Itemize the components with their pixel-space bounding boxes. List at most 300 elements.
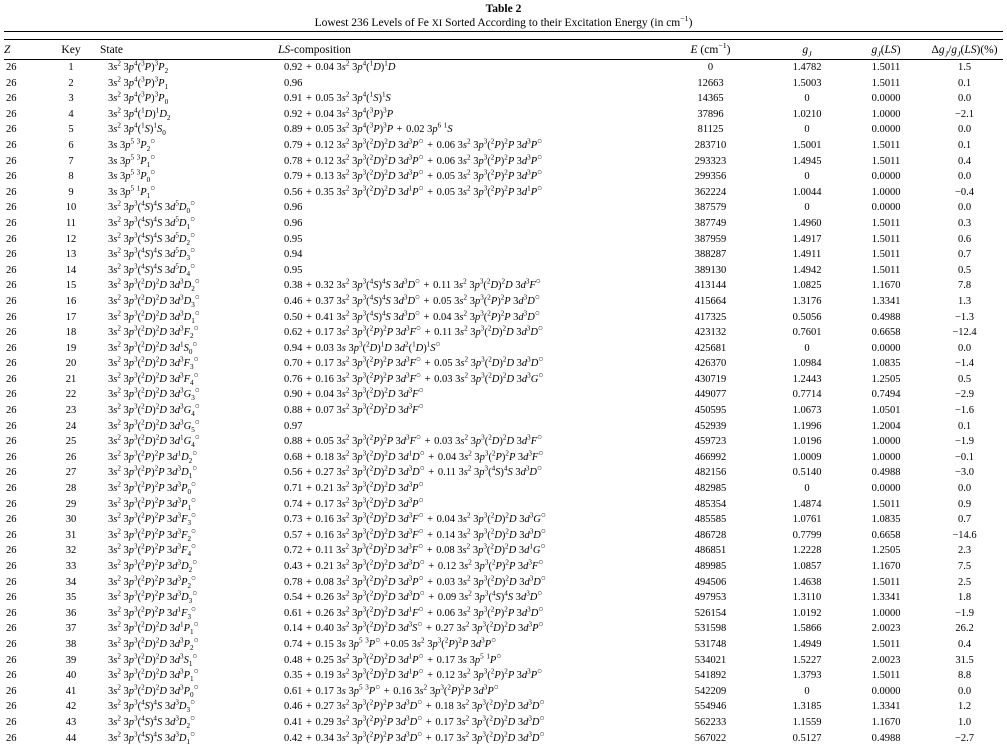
row-key: 31 <box>65 529 77 541</box>
row-state: 3s2 3p3(2D)2D 3d3P2○ <box>108 635 199 653</box>
row-delta-gj: 1.3 <box>957 295 972 307</box>
row-key: 15 <box>65 280 77 292</box>
row-gj: 1.1996 <box>792 420 822 432</box>
table-row <box>4 76 1003 92</box>
row-gj: 0 <box>804 93 810 105</box>
row-delta-gj: −12.4 <box>952 327 977 339</box>
row-z: 26 <box>6 217 17 229</box>
row-gj: 1.3185 <box>792 701 822 713</box>
row-z: 26 <box>6 592 17 604</box>
row-gj: 1.1559 <box>792 716 822 728</box>
row-energy: 426370 <box>694 358 727 370</box>
row-energy: 423132 <box>694 327 727 339</box>
table-subtitle-text: Lowest 236 Levels of Fe XI Sorted According to their Excitation Energy (in $cm^{-1}$) <box>314 14 693 29</box>
row-key: 44 <box>65 732 77 744</box>
row-key: 28 <box>65 483 77 495</box>
row-gj-ls: 1.5011 <box>871 638 901 650</box>
row-state: 3s $3p^5$ $^3P_2^○$ <box>108 136 156 154</box>
table-row <box>4 497 1003 513</box>
table-row <box>4 200 1003 216</box>
header-key: Key <box>42 40 100 60</box>
row-delta-gj: 0.7 <box>957 514 972 526</box>
row-delta-gj: 0.0 <box>957 171 972 183</box>
row-gj-ls: 1.0000 <box>871 451 901 463</box>
row-gj-ls: 1.0835 <box>871 514 901 526</box>
row-ls-composition: 0.57 + 0.16 3s2 3p3(2D)2D 3d3F○ + 0.14 3s2 3p3(2D)2D 3d3D○ <box>284 526 546 541</box>
row-key: 1 <box>68 62 74 73</box>
row-ls-composition: 0.79 + 0.13 $3s^2$ $3p^3(^2D)^2D$ $3d^3P^○ + 0.05$ $3s^2$ $3p^3(^2P)^2P$ $3d^3P^○$ <box>284 167 543 183</box>
table-row <box>4 263 1003 279</box>
table-row <box>4 91 1003 107</box>
row-key: 11 <box>65 217 77 229</box>
row-gj-ls: 0.6658 <box>871 327 901 339</box>
table-row <box>4 637 1003 653</box>
row-energy: 389130 <box>694 264 727 276</box>
row-key: 6 <box>68 139 74 151</box>
row-delta-gj: 0.0 <box>957 342 972 354</box>
row-ls-composition: 0.46 + 0.27 3s2 3p3(2P)2P 3d3D○ + 0.18 3s2 3p3(2D)2D 3d3D○ <box>284 697 545 713</box>
row-state: 3s2 3p3(2D)2D 3d3F4○ <box>108 370 199 387</box>
row-z: 26 <box>6 405 17 417</box>
row-energy: 387579 <box>694 202 727 214</box>
row-ls-composition: 0.88 + 0.07 3s2 3p3(2D)2D 3d3F○ <box>284 401 424 417</box>
row-key: 42 <box>65 701 77 713</box>
row-energy: 542209 <box>694 685 727 697</box>
row-key: 16 <box>65 295 77 307</box>
row-gj-ls: 2.0023 <box>871 654 901 666</box>
row-ls-composition: 0.88 + 0.05 3s2 3p3(2P)2P 3d3F○ + 0.03 3s2 3p3(2D)2D 3d3F○ <box>284 432 543 448</box>
row-gj: 1.4911 <box>792 249 822 261</box>
row-delta-gj: 1.2 <box>957 701 972 713</box>
row-ls-composition: 0.70 + 0.17 3s2 3p3(2P)2P 3d3F○ + 0.05 3s2 3p3(2D)2D 3d3D○ <box>284 354 544 370</box>
row-z: 26 <box>6 124 17 136</box>
row-state: 3s2 3p3(2D)2D 3d1P1○ <box>108 619 199 637</box>
row-state: 3s2 3p3(2P)2P 3d1F3○ <box>108 604 196 621</box>
row-delta-gj: 0.0 <box>957 685 972 697</box>
row-key: 5 <box>68 124 74 136</box>
row-energy: 388287 <box>694 249 727 261</box>
row-key: 32 <box>65 545 77 557</box>
row-delta-gj: −1.9 <box>954 436 975 448</box>
row-key: 12 <box>65 233 77 245</box>
row-state: 3s2 3p3(2P)2P 3d3F3○ <box>108 510 196 528</box>
row-gj: 0 <box>804 171 810 183</box>
row-delta-gj: 0.5 <box>957 373 972 385</box>
levels-table <box>4 39 1003 746</box>
row-gj-ls: 1.5011 <box>871 62 901 73</box>
row-gj-ls: 0.0000 <box>871 171 901 183</box>
row-energy: 485354 <box>694 498 727 510</box>
row-gj: 0 <box>804 483 810 495</box>
row-energy: 450595 <box>694 405 727 417</box>
row-z: 26 <box>6 638 17 650</box>
row-gj: 1.4874 <box>792 498 822 510</box>
row-key: 41 <box>65 685 77 697</box>
row-gj-ls: 1.3341 <box>871 295 901 307</box>
row-ls-composition: 0.68 + 0.18 3s2 3p3(2D)2D 3d1D○ + 0.04 3s2 3p3(2P)2P 3d3F○ <box>284 448 544 463</box>
row-delta-gj: −1.4 <box>954 358 975 370</box>
row-state: 3s2 3p3(2P)2P 3d3F2○ <box>108 526 196 543</box>
table-row <box>4 465 1003 481</box>
row-energy: 293323 <box>694 155 727 167</box>
row-gj: 1.4942 <box>792 264 822 276</box>
row-ls-composition: 0.96 <box>284 217 303 229</box>
row-state: 3s2 3p3(2D)2D 3d3P0○ <box>108 682 199 699</box>
row-key: 4 <box>68 108 74 120</box>
row-gj: 1.4638 <box>792 576 822 588</box>
header-energy: E $(cm^{-1})$ <box>653 40 768 60</box>
row-gj-ls: 1.0835 <box>871 358 901 370</box>
row-gj: 1.0044 <box>792 186 822 198</box>
table-row <box>4 590 1003 606</box>
row-z: 26 <box>6 420 17 432</box>
row-z: 26 <box>6 436 17 448</box>
row-state: $3s^2$ $3p^4(^1D)^1D_2$ <box>108 106 171 122</box>
row-z: 26 <box>6 93 17 105</box>
table-row <box>4 731 1003 747</box>
row-energy: 562233 <box>694 716 727 728</box>
table-subtitle <box>4 16 1003 31</box>
row-gj-ls: 1.1670 <box>871 716 901 728</box>
table-row <box>4 512 1003 528</box>
row-key: 29 <box>65 498 77 510</box>
table-top-rule <box>4 31 1003 34</box>
row-z: 26 <box>6 732 17 744</box>
row-gj-ls: 0.7494 <box>871 389 901 401</box>
row-gj: 1.4960 <box>792 217 822 229</box>
row-gj-ls: 0.0000 <box>871 93 901 105</box>
row-key: 19 <box>65 342 77 354</box>
row-key: 36 <box>65 607 77 619</box>
row-ls-composition: 0.56 + 0.35 $3s^2$ $3p^3(^2D)^2D$ $3d^1P^○ + 0.05$ $3s^2$ $3p^3(^2P)^2P$ $3d^1P^○$ <box>284 183 543 198</box>
row-state: 3s $3p^5$ $^3P_1^○$ <box>108 152 156 169</box>
row-gj-ls: 1.2004 <box>871 420 901 432</box>
row-energy: 417325 <box>694 311 727 323</box>
row-delta-gj: 0.0 <box>957 202 972 214</box>
row-z: 26 <box>6 576 17 588</box>
row-delta-gj: 0.4 <box>957 638 972 650</box>
row-key: 33 <box>65 561 77 572</box>
row-energy: 452939 <box>694 420 727 432</box>
row-ls-composition: 0.35 + 0.19 3s2 3p3(2D)2D 3d1P○ + 0.12 3s2 3p3(2P)2P 3d3P○ <box>284 666 543 682</box>
table-row <box>4 403 1003 419</box>
row-gj-ls: 1.2505 <box>871 373 901 385</box>
row-ls-composition: 0.78 + 0.12 $3s^2$ $3p^3(^2D)^2D$ $3d^3P^○ + 0.06$ $3s^2$ $3p^3(^2P)^2P$ $3d^3P^○$ <box>284 152 543 167</box>
row-state: 3s2 3p3(2D)2D 3d3G4○ <box>108 401 200 419</box>
row-key: 30 <box>65 514 77 526</box>
row-energy: 81125 <box>697 124 724 136</box>
row-state: 3s2 3p3(2P)2P 3d3P0○ <box>108 479 196 497</box>
row-gj: 1.5866 <box>792 623 822 635</box>
row-gj: 1.0009 <box>792 451 822 463</box>
row-delta-gj: 0.6 <box>957 233 972 245</box>
row-ls-composition: 0.95 <box>284 233 303 245</box>
row-z: 26 <box>6 498 17 510</box>
row-key: 7 <box>68 155 74 167</box>
row-energy: 0 <box>707 62 714 73</box>
row-gj-ls: 1.0000 <box>871 108 901 120</box>
row-gj: 1.0192 <box>792 607 822 619</box>
row-z: 26 <box>6 108 17 120</box>
table-row <box>4 684 1003 700</box>
row-state: 3s2 3p3(2P)2P 3d1D2○ <box>108 448 198 465</box>
row-delta-gj: 26.2 <box>955 623 974 635</box>
row-key: 13 <box>65 249 77 261</box>
row-key: 18 <box>65 327 77 339</box>
table-row <box>4 341 1003 357</box>
row-state: $3s^2$ $3p^4(^3P)^3P_2$ <box>108 59 169 76</box>
row-energy: 531598 <box>694 623 727 635</box>
row-delta-gj: 7.8 <box>957 280 972 292</box>
row-key: 40 <box>65 670 77 682</box>
table-row <box>4 450 1003 466</box>
row-z: 26 <box>6 529 17 541</box>
row-ls-composition: 0.43 + 0.21 3s2 3p3(2D)2D 3d3D○ + 0.12 3s2 3p3(2P)2P 3d3F○ <box>284 557 544 572</box>
row-state: 3s2 3p3(2P)2P 3d3D2○ <box>108 557 198 575</box>
table-row <box>4 60 1003 76</box>
row-delta-gj: −2.9 <box>954 389 975 401</box>
row-gj: 0.5127 <box>792 732 822 744</box>
row-gj-ls: 0.4988 <box>871 311 901 323</box>
row-gj: 1.2228 <box>792 545 822 557</box>
table-row <box>4 325 1003 341</box>
row-gj-ls: 0.0000 <box>871 124 901 136</box>
row-ls-composition: 0.56 + 0.27 3s2 3p3(2D)2D 3d3D○ + 0.11 3s2 3p3(4S)4S 3d3D○ <box>284 463 542 479</box>
row-energy: 531748 <box>694 638 727 650</box>
row-z: 26 <box>6 280 17 292</box>
table-row <box>4 216 1003 232</box>
table-row <box>4 387 1003 403</box>
row-z: 26 <box>6 545 17 557</box>
row-key: 24 <box>65 420 77 432</box>
row-z: 26 <box>6 716 17 728</box>
row-state: 3s2 3p3(2D)2D 3d3S1○ <box>108 651 198 668</box>
row-energy: 534021 <box>694 654 727 666</box>
row-delta-gj: 1.0 <box>957 716 972 728</box>
row-delta-gj: 1.5 <box>957 62 972 73</box>
row-energy: 489985 <box>694 561 727 572</box>
row-gj: 0.7601 <box>792 327 822 339</box>
row-state: $3s^2$ $3p^3(^4S)^4S$ $3d^5D_2^○$ <box>108 230 195 247</box>
row-key: 2 <box>68 77 74 89</box>
row-ls-composition: 0.94 <box>284 249 303 261</box>
row-gj-ls: 1.5011 <box>871 233 901 245</box>
row-ls-composition: 0.42 + 0.34 3s2 3p3(2P)2P 3d3D○ + 0.17 3s2 3p3(2D)2D 3d3D○ <box>284 729 545 744</box>
row-state: $3s^2$ $3p^4(^3P)^3P_1$ <box>108 75 169 91</box>
table-header <box>4 40 1003 60</box>
row-gj-ls: 1.5011 <box>871 264 901 276</box>
row-energy: 387959 <box>694 233 727 245</box>
row-gj: 1.2443 <box>792 373 822 385</box>
row-state: $3s^2$ $3p^3(^4S)^4S$ $3d^5D_0^○$ <box>108 198 195 216</box>
row-state: 3s2 3p3(2D)2D 3d3G5○ <box>108 417 200 434</box>
header-ls-composition: LS-composition <box>278 40 653 60</box>
row-ls-composition: 0.48 + 0.25 3s2 3p3(2D)2D 3d1P○ + 0.17 3s 3p5 1P○ <box>284 651 502 666</box>
table-row <box>4 559 1003 575</box>
row-gj-ls: 1.0000 <box>871 436 901 448</box>
row-key: 34 <box>65 576 77 588</box>
row-z: 26 <box>6 139 17 151</box>
row-gj: 0.7799 <box>792 529 822 541</box>
row-state: 3s $3p^5$ $^1P_1^○$ <box>108 183 156 200</box>
row-ls-composition: 0.61 + 0.26 3s2 3p3(2D)2D 3d1F○ + 0.06 3s2 3p3(2P)2P 3d3D○ <box>284 604 544 619</box>
table-row <box>4 543 1003 559</box>
row-delta-gj: −1.6 <box>954 405 975 417</box>
header-gj: $g_J$ <box>768 40 846 60</box>
row-key: 20 <box>65 358 77 370</box>
row-state: $3s^2$ $3p^4(^1S)^1S_0$ <box>108 121 166 138</box>
row-z: 26 <box>6 670 17 682</box>
row-energy: 486728 <box>694 529 727 541</box>
row-energy: 413144 <box>694 280 727 292</box>
row-ls-composition: 0.72 + 0.11 3s2 3p3(2D)2D 3d3F○ + 0.08 3s2 3p3(2D)2D 3d1G○ <box>284 541 546 557</box>
table-body <box>4 60 1003 747</box>
row-gj: 1.0673 <box>792 405 822 417</box>
row-state: 3s2 3p3(2D)2D 3d3F3○ <box>108 354 199 372</box>
row-gj: 1.0984 <box>792 358 822 370</box>
row-z: 26 <box>6 77 17 89</box>
row-ls-composition: 0.50 + 0.41 $3s^2$ $3p^3(^4S)^4S$ $3d^3D^○ + 0.04$ $3s^2$ $3p^3(^2P)^2P$ $3d^3D^○$ <box>284 308 540 323</box>
table-row <box>4 668 1003 684</box>
row-delta-gj: −2.7 <box>954 732 975 744</box>
row-delta-gj: 0.0 <box>957 124 972 136</box>
row-z: 26 <box>6 295 17 307</box>
table-row <box>4 621 1003 637</box>
row-delta-gj: 0.7 <box>957 249 972 261</box>
row-key: 39 <box>65 654 77 666</box>
row-gj: 1.0761 <box>792 514 822 526</box>
row-gj-ls: 0.0000 <box>871 202 901 214</box>
table-row <box>4 310 1003 326</box>
row-gj-ls: 0.6658 <box>871 529 901 541</box>
row-z: 26 <box>6 451 17 463</box>
row-state: 3s2 3p3(4S)4S 3d3D2○ <box>108 713 195 731</box>
row-delta-gj: 0.1 <box>957 420 972 432</box>
row-z: 26 <box>6 233 17 245</box>
row-gj-ls: 1.5011 <box>871 249 901 261</box>
row-gj: 1.4782 <box>792 62 822 73</box>
row-gj-ls: 1.5011 <box>871 498 901 510</box>
row-gj-ls: 0.0000 <box>871 685 901 697</box>
row-z: 26 <box>6 685 17 697</box>
row-gj: 1.0825 <box>792 280 822 292</box>
row-gj-ls: 1.5011 <box>871 155 901 167</box>
row-gj-ls: 1.5011 <box>871 77 901 89</box>
row-z: 26 <box>6 155 17 167</box>
row-state: $3s^2$ $3p^3(^2D)^2D$ $3d^1S_0^○$ <box>108 339 198 356</box>
header-gj-ls: $g_J(LS)$ <box>846 40 926 60</box>
header-row <box>4 40 1003 60</box>
row-ls-composition: 0.14 + 0.40 3s2 3p3(2D)2D 3d3S○ + 0.27 3s2 3p3(2D)2D 3d3P○ <box>284 619 544 635</box>
row-gj: 0 <box>804 202 810 214</box>
row-delta-gj: −0.4 <box>954 186 975 198</box>
row-delta-gj: −2.1 <box>954 108 975 120</box>
row-z: 26 <box>6 62 17 73</box>
row-state: $3s^2$ $3p^3(^2D)^2D$ $3d^3D_2^○$ <box>108 276 200 294</box>
row-z: 26 <box>6 483 17 495</box>
table-row <box>4 715 1003 731</box>
row-z: 26 <box>6 373 17 385</box>
row-delta-gj: 0.0 <box>957 483 972 495</box>
row-key: 26 <box>65 451 77 463</box>
row-z: 26 <box>6 342 17 354</box>
row-energy: 541892 <box>694 670 727 682</box>
row-key: 25 <box>65 436 77 448</box>
row-state: $3s^2$ $3p^3(^2D)^2D$ $3d^3D_3^○$ <box>108 292 200 309</box>
row-delta-gj: 1.8 <box>957 592 972 604</box>
row-gj-ls: 1.0501 <box>871 405 901 417</box>
row-state: $3s^2$ $3p^3(^4S)^4S$ $3d^5D_3^○$ <box>108 245 195 263</box>
row-ls-composition: 0.89 + 0.05 $3s^2$ $3p^4(^3P)^3P + 0.02$ $3p^6$ $^1$S <box>284 121 453 136</box>
row-ls-composition: 0.76 + 0.16 3s2 3p3(2P)2P 3d3F○ + 0.03 3s2 3p3(2D)2D 3d3G○ <box>284 370 544 385</box>
row-gj-ls: 1.5011 <box>871 217 901 229</box>
row-ls-composition: 0.46 + 0.37 $3s^2$ $3p^3(^4S)^4S$ $3d^3D^○ + 0.05$ $3s^2$ $3p^3(^2P)^2P$ $3d^3D^○$ <box>284 292 540 307</box>
row-state: 3s $3p^5$ $^3P_0^○$ <box>108 167 156 185</box>
table-row <box>4 434 1003 450</box>
table-row <box>4 699 1003 715</box>
row-gj-ls: 1.5011 <box>871 576 901 588</box>
row-gj-ls: 0.0000 <box>871 483 901 495</box>
row-ls-composition: 0.54 + 0.26 3s2 3p3(2D)2D 3d3D○ + 0.09 3s2 3p3(4S)4S 3d3D○ <box>284 588 543 604</box>
row-z: 26 <box>6 358 17 370</box>
row-delta-gj: 2.3 <box>957 545 972 557</box>
row-state: 3s2 3p3(2D)2D 3d3G3○ <box>108 385 200 403</box>
table-row <box>4 372 1003 388</box>
row-delta-gj: 0.0 <box>957 93 972 105</box>
row-gj-ls: 1.0000 <box>871 186 901 198</box>
row-z: 26 <box>6 654 17 666</box>
row-energy: 12663 <box>697 77 724 89</box>
row-gj-ls: 1.3341 <box>871 701 901 713</box>
row-delta-gj: 7.5 <box>957 561 972 572</box>
row-state: 3s2 3p3(2P)2P 3d3P2○ <box>108 573 196 590</box>
row-delta-gj: 0.3 <box>957 217 972 229</box>
row-delta-gj: −0.1 <box>954 451 975 463</box>
table-row <box>4 419 1003 435</box>
row-energy: 526154 <box>694 607 727 619</box>
row-energy: 37896 <box>697 108 724 120</box>
row-state: $3s^2$ $3p^3(^2D)^2D$ $3d^3D_1^○$ <box>108 308 200 325</box>
row-state: 3s2 3p3(2D)2D 3d1G4○ <box>108 432 200 450</box>
row-gj-ls: 0.4988 <box>871 732 901 744</box>
row-key: 23 <box>65 405 77 417</box>
row-delta-gj: 0.1 <box>957 77 972 89</box>
row-gj-ls: 2.0023 <box>871 623 901 635</box>
row-ls-composition: 0.62 + 0.17 $3s^2$ $3p^3(^2P)^2P$ $3d^3F^○ + 0.11$ $3s^2$ $3p^3(^2D)^2D$ $3d^3D^○$ <box>284 323 543 339</box>
row-z: 26 <box>6 264 17 276</box>
row-energy: 283710 <box>694 139 727 151</box>
row-ls-composition: 0.91 + 0.05 $3s^2$ $3p^4(^1S)^1S$ <box>284 90 391 105</box>
row-ls-composition: 0.71 + 0.21 3s2 3p3(2D)2D 3d3P○ <box>284 479 424 495</box>
row-energy: 415664 <box>694 295 727 307</box>
row-state: 3s2 3p3(2P)2P 3d3F4○ <box>108 541 196 559</box>
row-z: 26 <box>6 623 17 635</box>
row-gj: 1.0857 <box>792 561 822 572</box>
row-energy: 387749 <box>694 217 727 229</box>
row-key: 37 <box>65 623 77 635</box>
row-ls-composition: 0.38 + 0.32 $3s^2$ $3p^3(^4S)^4S$ $3d^3D^○ + 0.11$ $3s^2$ $3p^3(^2D)^2D$ $3d^3F^○$ <box>284 276 541 292</box>
row-z: 26 <box>6 202 17 214</box>
row-state: $3s^2$ $3p^3(^4S)^4S$ $3d^5D_4^○$ <box>108 261 195 278</box>
row-energy: 466992 <box>694 451 727 463</box>
table-row <box>4 356 1003 372</box>
table-label: Table 2 <box>485 3 522 15</box>
row-gj: 0 <box>804 685 810 697</box>
row-state: 3s2 3p3(2P)2P 3d3D3○ <box>108 588 198 606</box>
row-energy: 459723 <box>694 436 727 448</box>
row-gj-ls: 1.5011 <box>871 139 901 151</box>
row-gj-ls: 0.4988 <box>871 467 901 479</box>
